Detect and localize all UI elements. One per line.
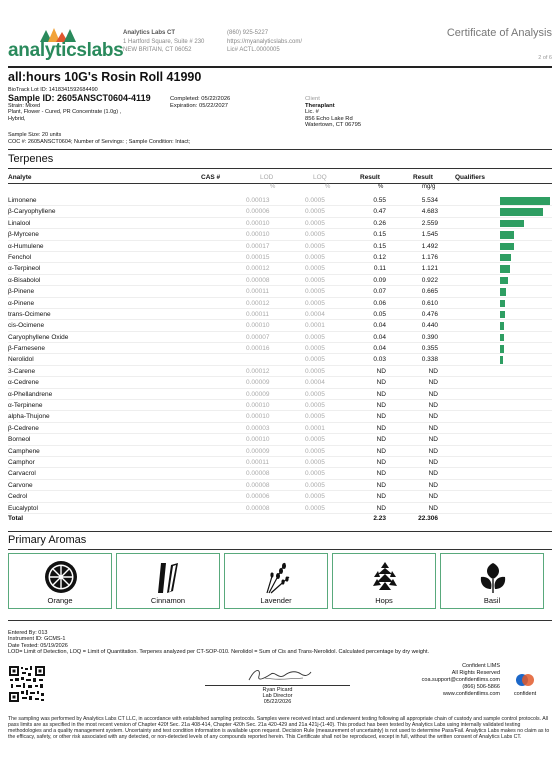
result-percent: ND: [376, 413, 386, 421]
result-mg-per-g: 0.338: [421, 356, 438, 364]
loq-value: 0.0001: [305, 322, 325, 330]
col-cas: CAS #: [201, 174, 221, 181]
test-notes: [8, 630, 429, 655]
analyte-name: α-Cedrene: [8, 379, 39, 387]
table-row: [8, 457, 552, 468]
signer-info: [205, 687, 350, 705]
analyte-name: β-Cedrene: [8, 424, 39, 432]
loq-value: 0.0005: [305, 356, 325, 364]
coc-info: COC #: 2605ANSCT0604; Number of Servings: ; Sample Condition: Intact;: [8, 139, 191, 145]
lod-value: 0.00007: [246, 333, 270, 341]
aroma-cinnamon: [116, 553, 220, 609]
analyte-name: β-Pinene: [8, 288, 35, 296]
result-mg-per-g: 4.683: [421, 208, 438, 216]
orange-icon: [41, 559, 81, 595]
table-row: [8, 252, 552, 263]
analyte-name: trans-Ocimene: [8, 310, 51, 318]
result-percent: ND: [376, 390, 386, 398]
sample-meta: [8, 87, 151, 122]
table-row: [8, 480, 552, 491]
lims-name: Confident LIMS: [462, 663, 500, 669]
result-mg-per-g: ND: [428, 402, 438, 410]
loq-value: 0.0005: [305, 276, 325, 284]
sample-dates: [170, 96, 230, 110]
result-percent: 0.26: [373, 219, 386, 227]
loq-value: 0.0005: [305, 345, 325, 353]
result-bar: [500, 231, 514, 239]
lod-value: 0.00010: [246, 402, 270, 410]
result-mg-per-g: 0.610: [421, 299, 438, 307]
col-qualifiers: Qualifiers: [455, 174, 485, 181]
result-mg-per-g: ND: [428, 481, 438, 489]
analyte-name: alpha-Thujone: [8, 413, 50, 421]
result-percent: 0.09: [373, 276, 386, 284]
result-percent: ND: [376, 402, 386, 410]
result-percent: 0.55: [373, 197, 386, 204]
signature-image: [245, 666, 315, 684]
lod-value: 0.00011: [246, 458, 270, 466]
result-mg-per-g: 0.390: [421, 333, 438, 341]
lims-info: [400, 663, 500, 698]
table-row: [8, 377, 552, 388]
result-mg-per-g: ND: [428, 447, 438, 455]
completed-date: Completed: 05/22/2026: [170, 96, 231, 102]
result-bar: [500, 288, 506, 296]
unit-mg: mg/g: [422, 184, 436, 190]
result-percent: ND: [376, 481, 386, 489]
loq-value: 0.0005: [305, 470, 325, 478]
analyte-name: α-Terpineol: [8, 265, 41, 273]
loq-value: 0.0005: [305, 413, 325, 421]
loq-value: 0.0005: [305, 481, 325, 489]
loq-value: 0.0001: [305, 424, 325, 432]
header-divider: [8, 66, 552, 68]
confident-logo-icon: [515, 671, 535, 689]
lab-logo: [8, 22, 124, 66]
aroma-lavender: [224, 553, 328, 609]
lod-value: 0.00009: [246, 390, 270, 398]
loq-value: 0.0005: [305, 219, 325, 227]
result-percent: ND: [376, 447, 386, 455]
loq-value: 0.0005: [305, 333, 325, 341]
aromas-row: [8, 553, 548, 609]
result-mg-per-g: ND: [428, 379, 438, 387]
signature-block: [205, 664, 350, 709]
confident-logo: [505, 671, 545, 701]
loq-value: 0.0005: [305, 265, 325, 273]
table-row: [8, 446, 552, 457]
lod-value: 0.00013: [246, 197, 270, 204]
result-mg-per-g: ND: [428, 493, 438, 501]
analyte-name: Nerolidol: [8, 356, 34, 364]
analyte-name: Camphene: [8, 447, 40, 455]
analyte-name: β-Farnesene: [8, 345, 45, 353]
aromas-section-title: Primary Aromas: [8, 534, 87, 546]
client-address-2: Watertown, CT 06795: [305, 122, 362, 128]
result-mg-per-g: 1.121: [421, 265, 438, 273]
info-divider: [8, 149, 552, 150]
analyte-name: Carvone: [8, 481, 33, 489]
table-row: [8, 241, 552, 252]
result-percent: 0.04: [373, 345, 386, 353]
logo-wordmark: analyticslabs: [8, 40, 124, 61]
aroma-label: Orange: [47, 596, 73, 605]
col-analyte: Analyte: [8, 174, 32, 181]
loq-value: 0.0005: [305, 458, 325, 466]
signature-line: [205, 685, 350, 686]
analyte-name: α-Terpinene: [8, 402, 43, 410]
loq-value: 0.0005: [305, 197, 325, 204]
result-percent: 0.05: [373, 310, 386, 318]
analyte-name: Limonene: [8, 197, 37, 204]
result-mg-per-g: ND: [428, 458, 438, 466]
result-bar: [500, 300, 505, 308]
total-label: Total: [8, 514, 24, 522]
analyte-name: α-Humulene: [8, 242, 44, 250]
result-percent: ND: [376, 493, 386, 501]
table-row: [8, 343, 552, 354]
analyte-name: α-Phellandrene: [8, 390, 53, 398]
total-percent: 2.23: [373, 514, 386, 522]
loq-value: 0.0005: [305, 390, 325, 398]
result-mg-per-g: 5.534: [421, 197, 438, 204]
lab-contact: [227, 29, 302, 55]
terpenes-table-header: [8, 173, 552, 183]
analyte-name: Borneol: [8, 436, 31, 444]
result-mg-per-g: ND: [428, 470, 438, 478]
unit-loq: %: [325, 184, 331, 190]
lab-name: Analytics Labs CT: [123, 30, 176, 36]
terpenes-section-title: Terpenes: [8, 153, 54, 165]
lod-value: 0.00012: [246, 299, 270, 307]
lab-address-1: 1 Hartford Square, Suite # 230: [123, 38, 205, 45]
table-row: [8, 400, 552, 411]
table-row: [8, 411, 552, 422]
result-percent: 0.15: [373, 231, 386, 239]
product-title: all:hours 10G's Rosin Roll 41990: [8, 70, 202, 84]
analyte-name: Camphor: [8, 458, 35, 466]
lod-value: 0.00008: [246, 470, 270, 478]
table-row: [8, 389, 552, 400]
lod-value: 0.00012: [246, 265, 270, 273]
loq-value: 0.0005: [305, 253, 325, 261]
table-row: [8, 468, 552, 479]
analyte-name: Caryophyllene Oxide: [8, 333, 69, 341]
lab-license: Lic# ACTL.0000005: [227, 47, 280, 53]
result-bar: [500, 311, 505, 319]
table-row: [8, 229, 552, 240]
table-row: [8, 423, 552, 434]
client-label: Client: [305, 96, 320, 102]
header: [8, 22, 552, 66]
loq-value: 0.0004: [305, 310, 325, 318]
lod-value: 0.00009: [246, 447, 270, 455]
result-percent: ND: [376, 424, 386, 432]
aroma-hops: [332, 553, 436, 609]
date-tested: Date Tested: 05/19/2026: [8, 642, 68, 649]
result-bar: [500, 208, 543, 216]
table-row: [8, 503, 552, 514]
lod-value: 0.00008: [246, 504, 270, 512]
loq-value: 0.0005: [305, 299, 325, 307]
lab-website[interactable]: https://myanalyticslabs.com/: [227, 38, 303, 45]
result-percent: ND: [376, 504, 386, 512]
sample-id: Sample ID: 2605ANSCT0604-4119: [8, 93, 151, 104]
lod-value: 0.00010: [246, 231, 270, 239]
page-number: 2 of 6: [538, 55, 552, 61]
lod-value: 0.00015: [246, 253, 270, 261]
analyte-name: α-Pinene: [8, 299, 35, 307]
aroma-label: Lavender: [260, 596, 292, 605]
col-result-pct: Result: [360, 174, 380, 181]
disclaimer: The sampling was performed by Analytics Labs CT LLC, in accordance with established sampling protocols. Samples were received intact and underwent testing following all appropriate chain of custody and sample control protocols. All pass limits are as specified in the most recent version of Chapter 420f Sec. 21a 408-414, Chapter 420h Sec. 21a 420-429 and 21a 421j-(1-40). This product has been tested by Analytics Labs using internally validated testing methodologies and a quality management system. Uncertainty and test condition information is available upon request. Decision Rule (measurement of uncertainty) is not used to determine Pass/Fail. Analytics Labs makes no claim as to the efficacy, safety, or other risk associated with any detected, or non-detected levels of any compounds reported herein. This Certificate shall not be reproduced, except in full, without the written consent of Analytics Labs CT.: [8, 716, 550, 740]
lod-value: 0.00006: [246, 493, 270, 501]
signer-name: Ryan Picard: [262, 687, 293, 693]
analyte-name: β-Myrcene: [8, 231, 39, 239]
certificate-title: Certificate of Analysis: [446, 27, 552, 39]
sign-date: 05/22/2026: [263, 699, 292, 705]
aroma-label: Basil: [483, 596, 501, 605]
analyte-name: 3-Carene: [8, 367, 36, 375]
result-percent: 0.03: [373, 356, 386, 364]
col-lod: LOD: [260, 174, 274, 181]
loq-value: 0.0005: [305, 242, 325, 250]
result-mg-per-g: ND: [428, 436, 438, 444]
lod-value: 0.00010: [246, 436, 270, 444]
result-percent: 0.15: [373, 242, 386, 250]
total-row: [8, 514, 552, 524]
lab-phone: (860) 925-5227: [227, 30, 269, 36]
terpenes-table-body: [8, 195, 552, 524]
result-bar: [500, 243, 514, 251]
client-info: [305, 96, 361, 129]
result-mg-per-g: 0.355: [421, 345, 438, 353]
expiration-date: Expiration: 05/22/2027: [170, 103, 229, 109]
result-percent: ND: [376, 379, 386, 387]
lod-value: 0.00010: [246, 413, 270, 421]
sample-size-block: [8, 132, 190, 146]
result-percent: ND: [376, 470, 386, 478]
lod-value: 0.00011: [246, 310, 270, 318]
method-note: LOD= Limit of Detection, LOQ = Limit of Quantitation. Terpenes analyzed per CT-SOP-010. Nerolidol = Sum of Cis and Trans-Nerolidol. Calculated percentage by dry weight.: [8, 648, 430, 655]
result-bar: [500, 345, 504, 353]
result-mg-per-g: 2.559: [421, 219, 438, 227]
loq-value: 0.0005: [305, 402, 325, 410]
loq-value: 0.0005: [305, 288, 325, 296]
table-row: [8, 434, 552, 445]
total-mg-per-g: 22.306: [418, 514, 438, 522]
lims-rights: All Rights Reserved: [451, 670, 500, 676]
result-mg-per-g: ND: [428, 413, 438, 421]
aromas-bottom-divider: [8, 620, 552, 621]
result-mg-per-g: 1.176: [421, 253, 438, 261]
lavender-icon: [257, 559, 297, 595]
analyte-name: α-Bisabolol: [8, 276, 41, 284]
result-percent: ND: [376, 367, 386, 375]
result-mg-per-g: 0.440: [421, 322, 438, 330]
confident-logo-text: confident: [513, 691, 537, 697]
analyte-name: Cedrol: [8, 493, 28, 501]
result-mg-per-g: 0.922: [421, 276, 438, 284]
analyte-name: Linalool: [8, 219, 31, 227]
basil-icon: [473, 559, 513, 595]
table-row: [8, 286, 552, 297]
lod-value: 0.00003: [246, 424, 270, 432]
client-address-1: 856 Echo Lake Rd: [305, 115, 353, 122]
signer-title: Lab Director: [262, 693, 293, 699]
table-row: [8, 366, 552, 377]
loq-value: 0.0005: [305, 436, 325, 444]
aroma-label: Hops: [375, 596, 393, 605]
unit-pct: %: [378, 184, 384, 190]
aroma-basil: [440, 553, 544, 609]
loq-value: 0.0005: [305, 447, 325, 455]
analyte-name: Fenchol: [8, 253, 32, 261]
lod-value: 0.00012: [246, 367, 270, 375]
result-percent: ND: [376, 436, 386, 444]
result-mg-per-g: 1.492: [421, 242, 438, 250]
client-name: Theraplant: [305, 102, 335, 109]
result-percent: ND: [376, 458, 386, 466]
table-row: [8, 218, 552, 229]
aromas-top-divider: [8, 531, 552, 532]
result-mg-per-g: 0.665: [421, 288, 438, 296]
table-row: [8, 195, 552, 206]
analyte-name: β-Caryophyllene: [8, 208, 56, 216]
result-mg-per-g: ND: [428, 367, 438, 375]
col-loq: LOQ: [313, 174, 327, 181]
lod-value: 0.00010: [246, 219, 270, 227]
result-bar: [500, 322, 504, 330]
biotrack-lot-id: BioTrack Lot ID: 1418341592684490: [8, 87, 98, 93]
result-mg-per-g: ND: [428, 504, 438, 512]
hops-icon: [365, 559, 405, 595]
lod-value: 0.00011: [246, 288, 270, 296]
analyte-name: Carvacrol: [8, 470, 36, 478]
unit-lod: %: [270, 184, 276, 190]
table-row: [8, 320, 552, 331]
table-row: [8, 263, 552, 274]
result-bar: [500, 254, 511, 262]
table-row: [8, 332, 552, 343]
lod-value: 0.00010: [246, 322, 270, 330]
entered-by: Entered By: 013: [8, 630, 48, 636]
loq-value: 0.0005: [305, 493, 325, 501]
loq-value: 0.0005: [305, 208, 325, 216]
aromas-title-divider: [8, 549, 552, 550]
lims-phone: (866) 506-5866: [462, 684, 500, 690]
result-percent: 0.07: [373, 288, 386, 296]
result-mg-per-g: 1.545: [421, 231, 438, 239]
lod-value: 0.00008: [246, 276, 270, 284]
lod-value: 0.00008: [246, 481, 270, 489]
lab-address-2: NEW BRITAIN, CT 06052: [123, 47, 192, 53]
lims-email[interactable]: coa.support@confidentlims.com: [421, 677, 500, 683]
client-license: Lic. #: [305, 109, 319, 115]
loq-value: 0.0005: [305, 231, 325, 239]
product-type-2: Hybrid,: [8, 115, 26, 122]
result-mg-per-g: 0.476: [421, 310, 438, 318]
table-row: [8, 354, 552, 365]
table-row: [8, 309, 552, 320]
terpenes-units-row: [8, 184, 552, 193]
lod-value: 0.00009: [246, 379, 270, 387]
aroma-orange: [8, 553, 112, 609]
lod-value: 0.00006: [246, 208, 270, 216]
cinnamon-icon: [149, 559, 189, 595]
result-bar: [500, 220, 524, 228]
result-bar: [500, 356, 503, 364]
loq-value: 0.0005: [305, 504, 325, 512]
table-row: [8, 275, 552, 286]
result-percent: 0.06: [373, 299, 386, 307]
table-row: [8, 491, 552, 502]
lod-value: 0.00016: [246, 345, 270, 353]
analyte-name: Eucalyptol: [8, 504, 38, 512]
lab-info: [123, 29, 204, 55]
result-percent: 0.12: [373, 253, 386, 261]
result-percent: 0.11: [373, 265, 386, 273]
result-percent: 0.04: [373, 322, 386, 330]
result-mg-per-g: ND: [428, 390, 438, 398]
result-percent: 0.47: [373, 208, 386, 216]
terpenes-title-divider: [8, 168, 552, 169]
analyte-name: cis-Ocimene: [8, 322, 45, 330]
result-mg-per-g: ND: [428, 424, 438, 432]
sample-size: Sample Size: 20 units: [8, 132, 62, 138]
aroma-label: Cinnamon: [150, 596, 186, 605]
result-bar: [500, 334, 504, 342]
instrument-id: Instrument ID: GCMS-1: [8, 636, 66, 643]
lims-website[interactable]: www.confidentlims.com: [442, 691, 500, 697]
result-percent: 0.04: [373, 333, 386, 341]
col-result-mg: Result: [413, 174, 433, 181]
table-row: [8, 206, 552, 217]
loq-value: 0.0005: [305, 367, 325, 375]
table-row: [8, 298, 552, 309]
product-type: Plant, Flower - Cured, PR Concentrate (1.0g) ,: [8, 109, 122, 116]
lod-value: 0.00017: [246, 242, 270, 250]
loq-value: 0.0004: [305, 379, 325, 387]
result-bar: [500, 277, 508, 285]
qr-code[interactable]: [8, 665, 46, 703]
result-bar: [500, 197, 550, 205]
strain: Strain: Mixed: [8, 103, 41, 110]
result-bar: [500, 265, 510, 273]
